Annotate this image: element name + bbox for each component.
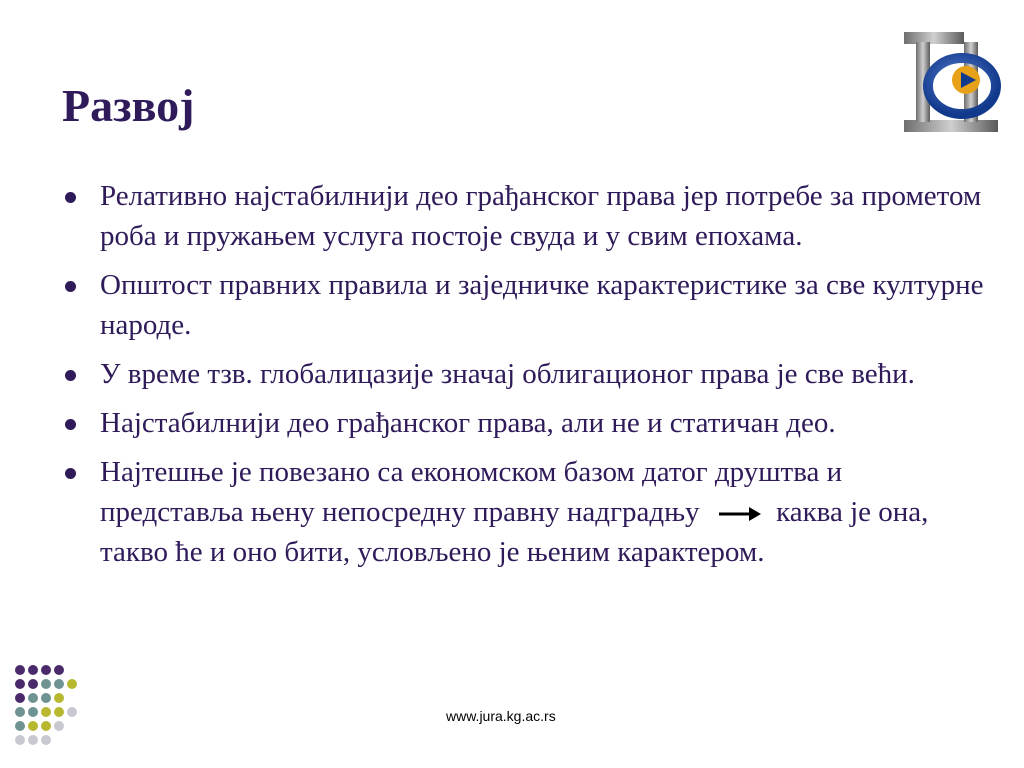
bullet-item <box>62 176 992 256</box>
bullet-dot-icon <box>65 281 76 292</box>
decorative-dot <box>54 665 64 675</box>
bullet-list <box>62 176 992 581</box>
bullet-text: Општост правних правила и заједничке карактеристике за све културне народе. <box>100 269 984 341</box>
decorative-dot <box>54 679 64 689</box>
decorative-dot <box>28 693 38 703</box>
bullet-item <box>62 403 992 443</box>
decorative-dot <box>28 735 38 745</box>
decorative-dot <box>54 721 64 731</box>
decorative-dot <box>54 693 64 703</box>
arrow-right-icon <box>717 504 763 524</box>
bullet-dot-icon <box>65 419 76 430</box>
faculty-logo-icon <box>900 28 1004 136</box>
decorative-dot <box>28 665 38 675</box>
bullet-text: У време тзв. глобалицазије значај облигационог права је све већи. <box>100 358 915 390</box>
bullet-item <box>62 265 992 345</box>
decorative-dot <box>41 707 51 717</box>
bullet-dot-icon <box>65 370 76 381</box>
decorative-dot <box>54 707 64 717</box>
decorative-dot <box>28 679 38 689</box>
decorative-dot <box>15 693 25 703</box>
decorative-dot <box>15 707 25 717</box>
decorative-dot <box>28 721 38 731</box>
decorative-dot <box>67 679 77 689</box>
bullet-dot-icon <box>65 192 76 203</box>
decorative-dot <box>41 735 51 745</box>
bullet-text-after: каква је она, такво ће и оно бити, условљено је њеним карактером. <box>100 496 929 568</box>
decorative-dot <box>15 735 25 745</box>
decorative-dot <box>41 693 51 703</box>
decorative-dot <box>15 665 25 675</box>
bullet-dot-icon <box>65 468 76 479</box>
decorative-dot <box>15 721 25 731</box>
decorative-dot <box>28 707 38 717</box>
decorative-dot <box>67 707 77 717</box>
decorative-dot <box>41 665 51 675</box>
bullet-item <box>62 452 992 572</box>
bullet-item <box>62 354 992 394</box>
decorative-dot <box>41 721 51 731</box>
bullet-text: Релативно најстабилнији део грађанског права јер потребе за прометом роба и пружањем услуга постоје свуда и у свим епохама. <box>100 180 982 252</box>
bullet-text: Најстабилнији део грађанског права, али не и статичан део. <box>100 407 836 439</box>
decorative-dot <box>41 679 51 689</box>
slide-title: Развој <box>62 80 195 131</box>
decorative-dot-grid-icon <box>14 664 86 754</box>
footer-url: www.jura.kg.ac.rs <box>446 708 556 724</box>
decorative-dot <box>15 679 25 689</box>
bullet-text-before: Најтешње је повезано са економском базом датог друштва и представља њену непосредну правну надградњу <box>100 456 843 528</box>
